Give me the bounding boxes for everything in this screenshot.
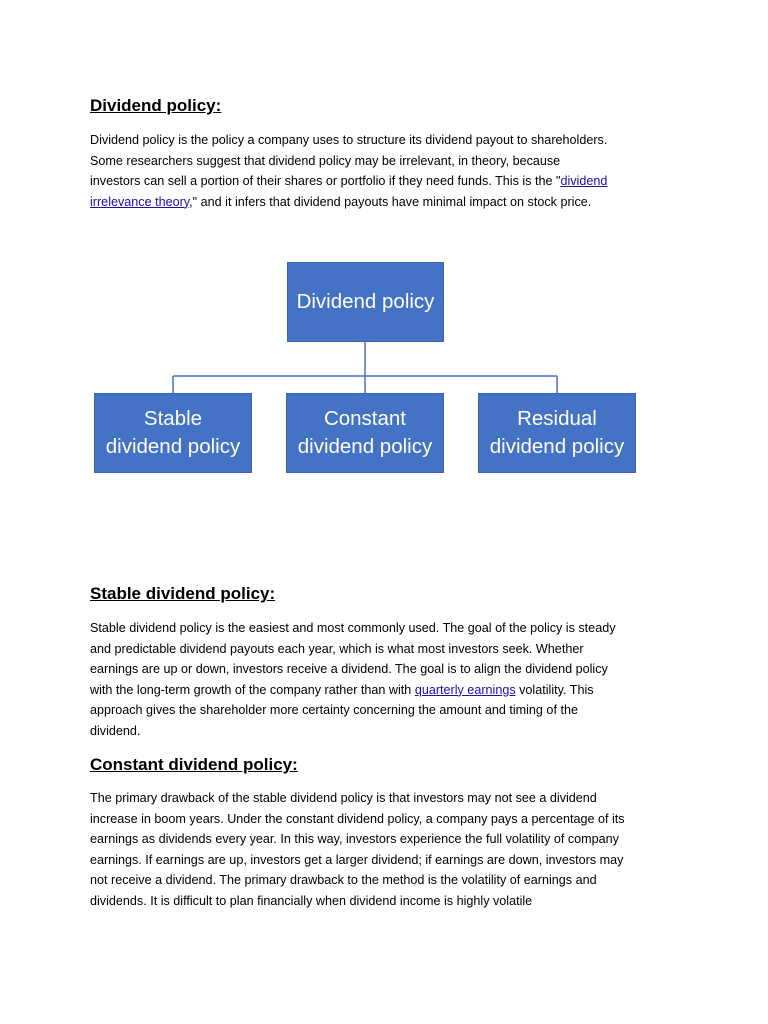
para-line: dividends. It is difficult to plan financially when dividend income is highly volatile (90, 893, 533, 908)
quarterly-earnings-link[interactable]: quarterly earnings (414, 682, 516, 697)
para-line: not receive a dividend. The primary drawback to the method is the volatility of earnings and (90, 873, 597, 887)
diagram-box-residual (478, 393, 636, 473)
heading-dividend-policy: Dividend policy: (90, 96, 222, 115)
para-line: earnings are up or down, investors receive a dividend. The goal is to align the dividend policy (90, 662, 608, 676)
box-label-line: Stable (143, 407, 203, 430)
heading-constant-dividend-policy: Constant dividend policy: (90, 755, 298, 774)
heading-stable-dividend-policy: Stable dividend policy: (90, 584, 276, 603)
para-line: earnings as dividends every year. In this way, investors experience the full volatility of company (90, 832, 619, 846)
diagram-root-label: Dividend policy (296, 290, 435, 313)
diagram-root-box (287, 262, 444, 342)
diagram-box-constant (286, 393, 444, 473)
box-label-line: Residual (517, 407, 597, 430)
dividend-link[interactable]: dividend (560, 174, 608, 188)
para-line: The primary drawback of the stable dividend policy is that investors may not see a dividend (90, 791, 597, 805)
box-label-line: dividend policy (105, 435, 241, 458)
diagram-box-label (106, 405, 240, 461)
para-line: earnings. If earnings are up, investors get a larger dividend; if earnings are down, investors may (90, 852, 624, 867)
para-text: ," and it infers that dividend payouts have minimal impact on stock price. (189, 194, 592, 209)
para-text: investors can sell a portion of their shares or portfolio if they need funds. This is the " (90, 174, 561, 188)
paragraph-stable-dividend-policy (90, 618, 690, 741)
diagram-box-label (490, 405, 624, 461)
para-line: increase in boom years. Under the constant dividend policy, a company pays a percentage of its (90, 811, 625, 826)
paragraph-constant-dividend-policy (90, 788, 690, 911)
diagram-box-label (298, 405, 432, 461)
para-line: Dividend policy is the policy a company uses to structure its dividend payout to shareholders. (90, 133, 608, 147)
para-line: dividend. (90, 723, 141, 738)
diagram-box-stable (94, 393, 252, 473)
para-text: volatility. This (515, 682, 594, 697)
box-label-line: dividend policy (489, 435, 625, 458)
box-label-line: Constant (323, 407, 407, 430)
para-line: Stable dividend policy is the easiest and most commonly used. The goal of the policy is steady (90, 621, 616, 635)
box-label-line: dividend policy (297, 435, 433, 458)
para-line: and predictable dividend payouts each year, which is what most investors seek. Whether (90, 641, 584, 656)
para-line (90, 680, 690, 701)
irrelevance-theory-link[interactable]: irrelevance theory (90, 194, 190, 209)
para-text: with the long-term growth of the company rather than with (90, 682, 415, 697)
para-line: approach gives the shareholder more certainty concerning the amount and timing of the (90, 703, 578, 717)
para-line: Some researchers suggest that dividend policy may be irrelevant, in theory, because (90, 153, 561, 168)
